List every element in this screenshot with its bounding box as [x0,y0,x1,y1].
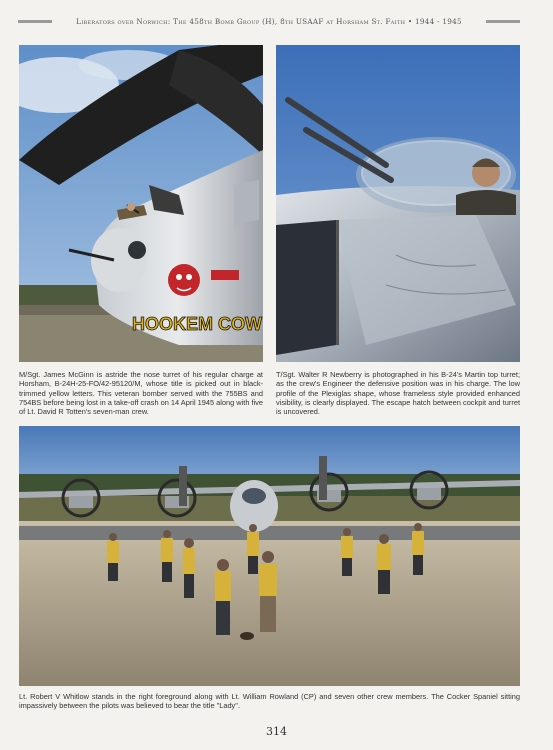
page-number: 314 [266,725,287,738]
caption-crew-lineup: Lt. Robert V Whitlow stands in the right foreground along with Lt. William Rowland (CP) and seven other crew members. The Cocker Spaniel sitting impassively between the pilots was believed to bear the title "Lady". [19,692,520,711]
photo-crew-lineup [19,426,520,686]
running-head-text: Liberators over Norwich: The 458th Bomb Group (H), 8th USAAF at Horsham St. Faith • 1944 - 1945 [76,16,462,26]
caption-top-turret: T/Sgt. Walter R Newberry is photographed in his B-24's Martin top turret; as the crew's Engineer the defensive position was in his charge. The low profile of the Plexiglas shape, whose frameless style provided enhanced visibility, is clearly displayed. The escape hatch between cockpit and turret is uncovered. [276,370,520,417]
photo-nose-turret [19,45,263,362]
photo-top-turret-image [276,45,520,362]
photo-crew-lineup-image [19,426,520,686]
header-rule-left [18,20,52,23]
nose-art-title: HOOKEM COW [132,314,262,334]
caption-nose-turret: M/Sgt. James McGinn is astride the nose turret of his regular charge at Horsham, B-24H-25-FO/42-95120/M, whose title is picked out in black-trimmed yellow letters. This veteran bomber served with the 755BS and 754BS before being lost in a take-off crash on 14 April 1945 along with five of Lt. David R Totten's seven-man crew. [19,370,263,417]
header-rule-right [486,20,520,23]
photo-top-turret [276,45,520,362]
photo-nose-turret-image [19,45,263,362]
running-header [18,14,520,28]
